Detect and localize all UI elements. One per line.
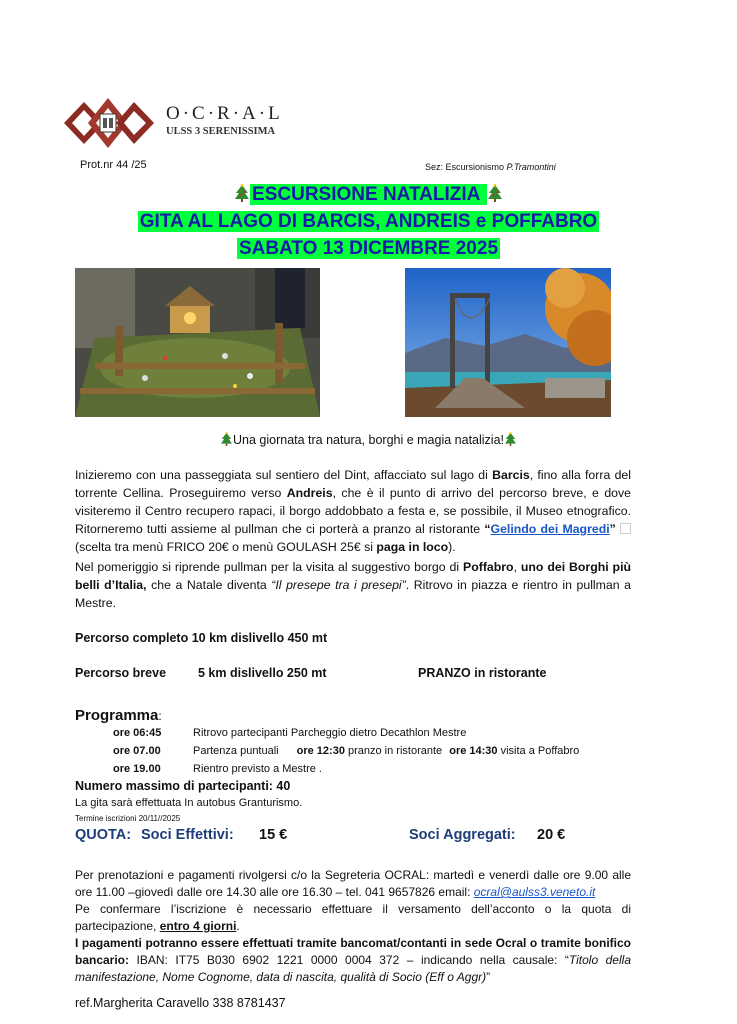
christmas-tree-icon [234,184,250,202]
christmas-tree-icon [220,432,233,446]
schedule-row: ore 07.00 [113,745,161,757]
registration-deadline: Termine iscrizioni 20/11//2025 [75,814,181,823]
confirmation-info: Pe confermare l’iscrizione è necessario effettuare il versamento dell’acconto o la quota di partecipazione, entro 4 giorni. [75,902,631,933]
quota-label: QUOTA: [75,827,132,843]
schedule-text: Partenza puntuali ore 12:30 pranzo in ristorante ore 14:30 visita a Poffabro [193,745,580,757]
suspension-bridge-photo [405,268,611,417]
route-full: Percorso completo 10 km dislivello 450 mt [75,631,328,645]
quota-aggregati-value: 20 € [537,827,566,843]
schedule-row: ore 19.00 [113,763,161,775]
bus-info: La gita sarà effettuata In autobus Granturismo. [75,797,303,809]
quota-effettivi-label: Soci Effettivi: [141,827,234,843]
section-label: Sez: Escursionismo P.Tramontini [425,162,556,172]
image-placeholder-icon [620,523,631,534]
schedule-row: ore 06:45 [113,727,162,739]
tagline-text: Una giornata tra natura, borghi e magia natalizia! [233,433,504,447]
christmas-tree-icon [504,432,517,446]
nativity-scene-photo [75,268,320,417]
booking-info: Per prenotazioni e pagamenti rivolgersi c/o la Segreteria OCRAL: martedì e venerdì dalle ore 9.00 alle ore 11.00 –giovedì dalle ore 14.30 alle ore 16.30 – tel. 041 9657826 email: ocral@aulss3.veneto.it [75,868,631,899]
contact-reference: ref.Margherita Caravello 338 8781437 [75,996,286,1010]
title-line-1 [0,184,737,206]
title-text-2: GITA AL LAGO DI BARCIS, ANDREIS e POFFABRO [139,211,598,232]
org-name: O·C·R·A·L [166,103,283,124]
schedule-text: Ritrovo partecipanti Parcheggio dietro Decathlon Mestre [193,727,467,739]
max-participants: Numero massimo di partecipanti: 40 [75,779,291,793]
christmas-tree-icon [487,184,503,202]
tagline [0,432,737,447]
quota-effettivi-value: 15 € [259,827,288,843]
intro-paragraph-1: Inizieremo con una passeggiata sul sentiero del Dint, affacciato sul lago di Barcis, fino alla forra del torrente Cellina. Proseguiremo verso Andreis, che è il punto di arrivo del percorso breve, e dove visiteremo il Centro recupero rapaci, il borgo addobbato a festa e, se possibile, il Museo etnografico. Ritorneremo tutti assieme al pullman che ci porterà a pranzo al ristorante “Gelindo dei Magredi” (scelta tra menù FRICO 20€ o menù GOULASH 25€ si paga in loco). [75,468,631,554]
payment-info: I pagamenti potranno essere effettuati tramite bancomat/contanti in sede Ocral o tramite bonifico bancario: IBAN: IT75 B030 6902 1221 0000 0004 372 – indicando nella causale: “Titolo della manifestazione, Nome Cognome, data di nascita, qualità di Socio (Eff o Aggr)” [75,936,631,984]
route-short-label: Percorso breve [75,666,167,680]
quota-aggregati-label: Soci Aggregati: [409,827,516,843]
intro-paragraph-2: Nel pomeriggio si riprende pullman per la visita al suggestivo borgo di Poffabro, uno dei Borghi più belli d’Italia, che a Natale diventa “Il presepe tra i presepi”. Ritrovo in piazza e rientro in pullman a Mestre. [75,560,631,610]
email-link[interactable]: ocral@aulss3.veneto.it [473,885,596,899]
section-person: P.Tramontini [506,162,556,172]
title-line-3 [0,238,737,260]
lunch-label: PRANZO in ristorante [418,666,547,680]
protocol-number: Prot.nr 44 /25 [80,159,147,171]
title-text-1: ESCURSIONE NATALIZIA [252,184,485,205]
ocral-logo-icon [62,96,158,150]
route-short-value: 5 km dislivello 250 mt [198,666,327,680]
org-subtitle: ULSS 3 SERENISSIMA [166,126,276,137]
programma-title: Programma: [75,707,162,724]
title-text-3: SABATO 13 DICEMBRE 2025 [238,238,499,259]
title-line-2 [0,211,737,233]
schedule-text: Rientro previsto a Mestre . [193,763,322,775]
restaurant-link[interactable]: Gelindo dei Magredi [490,522,610,536]
